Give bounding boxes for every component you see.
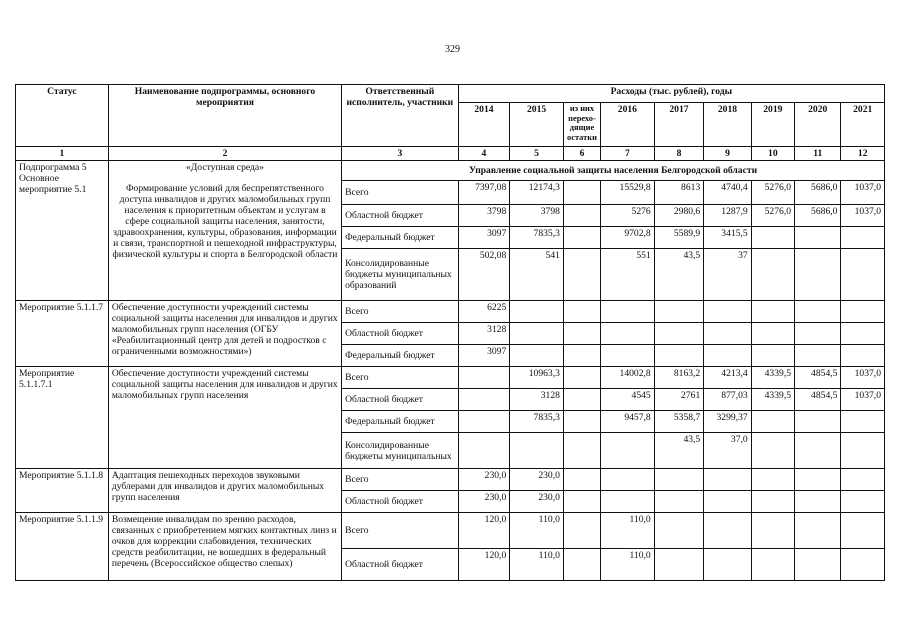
table-row	[16, 301, 885, 323]
value-cell: 551	[601, 249, 655, 301]
section-header-row	[16, 161, 885, 181]
header-year: 2014	[458, 103, 510, 147]
funding-source: Всего	[342, 513, 459, 549]
value-cell: 110,0	[510, 513, 564, 549]
column-number: 3	[342, 147, 459, 161]
value-cell: 1037,0	[841, 181, 885, 205]
value-cell	[751, 513, 794, 549]
value-cell	[510, 433, 564, 469]
value-cell	[563, 469, 600, 491]
value-cell	[563, 227, 600, 249]
funding-source: Федеральный бюджет	[342, 345, 459, 367]
value-cell: 120,0	[458, 513, 510, 549]
funding-source: Консолидированные бюджеты муниципальных	[342, 433, 459, 469]
value-cell: 4213,4	[704, 367, 751, 389]
value-cell	[751, 323, 794, 345]
value-cell	[458, 411, 510, 433]
value-cell: 230,0	[510, 491, 564, 513]
value-cell	[510, 323, 564, 345]
value-cell	[704, 323, 751, 345]
value-cell	[841, 469, 885, 491]
value-cell: 2761	[654, 389, 704, 411]
value-cell	[601, 301, 655, 323]
value-cell: 6225	[458, 301, 510, 323]
value-cell: 3299,37	[704, 411, 751, 433]
value-cell	[563, 367, 600, 389]
value-cell: 9457,8	[601, 411, 655, 433]
value-cell	[458, 433, 510, 469]
column-number: 10	[751, 147, 794, 161]
column-number: 4	[458, 147, 510, 161]
value-cell: 3415,5	[704, 227, 751, 249]
funding-source: Областной бюджет	[342, 549, 459, 581]
value-cell	[704, 491, 751, 513]
value-cell: 5686,0	[795, 205, 841, 227]
value-cell	[563, 301, 600, 323]
value-cell	[751, 249, 794, 301]
value-cell	[841, 227, 885, 249]
header-year: 2015	[510, 103, 564, 147]
department-name: Управление социальной защиты населения Белгородской области	[342, 161, 885, 181]
column-number: 8	[654, 147, 704, 161]
value-cell: 4339,5	[751, 367, 794, 389]
value-cell: 4854,5	[795, 367, 841, 389]
value-cell	[751, 469, 794, 491]
funding-source: Федеральный бюджет	[342, 227, 459, 249]
value-cell: 1037,0	[841, 205, 885, 227]
value-cell	[601, 469, 655, 491]
header-year: 2020	[795, 103, 841, 147]
value-cell: 10963,3	[510, 367, 564, 389]
funding-source: Консолидированные бюджеты муниципальных образований	[342, 249, 459, 301]
value-cell	[841, 433, 885, 469]
column-number: 11	[795, 147, 841, 161]
value-cell	[601, 433, 655, 469]
value-cell: 5276	[601, 205, 655, 227]
section-status: Мероприятие 5.1.1.7	[16, 301, 109, 367]
value-cell: 43,5	[654, 249, 704, 301]
value-cell	[795, 491, 841, 513]
value-cell	[841, 549, 885, 581]
value-cell	[458, 389, 510, 411]
header-year: 2021	[841, 103, 885, 147]
column-number: 6	[563, 147, 600, 161]
table-row	[16, 367, 885, 389]
value-cell: 230,0	[458, 491, 510, 513]
value-cell: 502,08	[458, 249, 510, 301]
funding-source: Областной бюджет	[342, 323, 459, 345]
header-year: 2017	[654, 103, 704, 147]
value-cell	[654, 345, 704, 367]
section-name	[108, 161, 341, 301]
value-cell	[795, 469, 841, 491]
value-cell	[795, 227, 841, 249]
funding-source: Областной бюджет	[342, 389, 459, 411]
value-cell	[563, 345, 600, 367]
value-cell	[751, 549, 794, 581]
value-cell	[654, 491, 704, 513]
value-cell: 3097	[458, 345, 510, 367]
value-cell: 230,0	[510, 469, 564, 491]
section-description: Возмещение инвалидам по зрению расходов, связанных с приобретением мягких контактных линз и очков для коррекции слабовидения, технических средств реабилитации, не вошедших в федеральный перечень (Всероссийское общество слепых)	[108, 513, 341, 581]
value-cell	[841, 513, 885, 549]
value-cell	[795, 345, 841, 367]
section-title: «Доступная среда»	[185, 162, 264, 173]
value-cell	[654, 513, 704, 549]
value-cell: 7835,3	[510, 227, 564, 249]
section-status: Подпрограмма 5 Основное мероприятие 5.1	[16, 161, 109, 301]
funding-source: Областной бюджет	[342, 491, 459, 513]
header-year: 2016	[601, 103, 655, 147]
value-cell	[751, 411, 794, 433]
value-cell	[795, 249, 841, 301]
value-cell: 3798	[510, 205, 564, 227]
value-cell	[795, 433, 841, 469]
value-cell: 230,0	[458, 469, 510, 491]
header-status: Статус	[16, 85, 109, 147]
value-cell: 3097	[458, 227, 510, 249]
value-cell	[563, 181, 600, 205]
value-cell	[563, 491, 600, 513]
section-status: Мероприятие 5.1.1.8	[16, 469, 109, 513]
header-name: Наименование подпрограммы, основного мероприятия	[108, 85, 341, 147]
value-cell: 5276,0	[751, 181, 794, 205]
section-description: Адаптация пешеходных переходов звуковыми дублерами для инвалидов и других маломобильных групп населения	[108, 469, 341, 513]
value-cell	[601, 491, 655, 513]
value-cell: 120,0	[458, 549, 510, 581]
value-cell	[841, 323, 885, 345]
value-cell	[751, 433, 794, 469]
value-cell	[654, 469, 704, 491]
budget-table	[15, 84, 885, 581]
header-responsible: Ответственный исполнитель, участники	[342, 85, 459, 147]
value-cell: 1037,0	[841, 367, 885, 389]
value-cell	[751, 301, 794, 323]
value-cell: 4545	[601, 389, 655, 411]
value-cell	[704, 301, 751, 323]
value-cell: 7835,3	[510, 411, 564, 433]
value-cell	[704, 513, 751, 549]
value-cell	[563, 249, 600, 301]
value-cell: 110,0	[510, 549, 564, 581]
value-cell: 110,0	[601, 549, 655, 581]
value-cell	[563, 433, 600, 469]
funding-source: Всего	[342, 469, 459, 491]
value-cell	[510, 345, 564, 367]
value-cell	[841, 345, 885, 367]
value-cell	[704, 549, 751, 581]
value-cell: 8613	[654, 181, 704, 205]
header-year: 2019	[751, 103, 794, 147]
value-cell	[795, 411, 841, 433]
value-cell: 3798	[458, 205, 510, 227]
value-cell: 5589,9	[654, 227, 704, 249]
value-cell	[563, 513, 600, 549]
value-cell: 37,0	[704, 433, 751, 469]
column-number: 9	[704, 147, 751, 161]
column-numbers-row	[16, 147, 885, 161]
value-cell: 110,0	[601, 513, 655, 549]
value-cell	[795, 549, 841, 581]
section-status: Мероприятие 5.1.1.7.1	[16, 367, 109, 469]
column-number: 12	[841, 147, 885, 161]
section-description: Обеспечение доступности учреждений системы социальной защиты населения для инвалидов и других маломобильных групп населения	[108, 367, 341, 469]
value-cell	[795, 301, 841, 323]
value-cell	[563, 549, 600, 581]
value-cell	[563, 411, 600, 433]
funding-source: Всего	[342, 181, 459, 205]
value-cell	[841, 491, 885, 513]
value-cell	[654, 323, 704, 345]
header-remainder: из них перехо-дящие остатки	[563, 103, 600, 147]
value-cell: 8163,2	[654, 367, 704, 389]
value-cell	[654, 549, 704, 581]
value-cell: 877,03	[704, 389, 751, 411]
value-cell	[795, 323, 841, 345]
value-cell	[601, 323, 655, 345]
column-number: 2	[108, 147, 341, 161]
value-cell	[654, 301, 704, 323]
value-cell	[751, 345, 794, 367]
value-cell: 5358,7	[654, 411, 704, 433]
section-description: Формирование условий для беспрепятственного доступа инвалидов и других маломобильных групп населения к приоритетным объектам и услугам в сфере социальной защиты населения, занятости, здравоохранения, культуры, образования, информации и связи, транспортной и пешеходной инфраструктуры, физической культуры и спорта в Белгородской области	[112, 183, 338, 260]
header-year: 2018	[704, 103, 751, 147]
section-status: Мероприятие 5.1.1.9	[16, 513, 109, 581]
value-cell	[841, 411, 885, 433]
value-cell: 3128	[458, 323, 510, 345]
value-cell	[563, 323, 600, 345]
value-cell	[704, 469, 751, 491]
value-cell	[841, 301, 885, 323]
value-cell	[601, 345, 655, 367]
value-cell: 1287,9	[704, 205, 751, 227]
column-number: 1	[16, 147, 109, 161]
value-cell	[751, 227, 794, 249]
value-cell: 12174,3	[510, 181, 564, 205]
value-cell	[458, 367, 510, 389]
page-number: 329	[445, 44, 460, 55]
section-description: Обеспечение доступности учреждений системы социальной защиты населения для инвалидов и других маломобильных групп населения (ОГБУ «Реабилитационный центр для детей и подростков с ограниченными возможностями»)	[108, 301, 341, 367]
funding-source: Всего	[342, 301, 459, 323]
column-number: 7	[601, 147, 655, 161]
value-cell	[563, 205, 600, 227]
value-cell: 1037,0	[841, 389, 885, 411]
value-cell	[510, 301, 564, 323]
value-cell: 37	[704, 249, 751, 301]
value-cell: 5686,0	[795, 181, 841, 205]
value-cell: 4740,4	[704, 181, 751, 205]
value-cell: 14002,8	[601, 367, 655, 389]
value-cell: 43,5	[654, 433, 704, 469]
value-cell: 9702,8	[601, 227, 655, 249]
value-cell	[841, 249, 885, 301]
value-cell: 541	[510, 249, 564, 301]
value-cell: 7397,08	[458, 181, 510, 205]
value-cell: 4854,5	[795, 389, 841, 411]
value-cell	[704, 345, 751, 367]
value-cell	[563, 389, 600, 411]
column-number: 5	[510, 147, 564, 161]
header-expenses: Расходы (тыс. рублей), годы	[458, 85, 884, 103]
value-cell	[751, 491, 794, 513]
table-row	[16, 513, 885, 549]
table-row	[16, 469, 885, 491]
value-cell	[795, 513, 841, 549]
value-cell: 15529,8	[601, 181, 655, 205]
value-cell: 3128	[510, 389, 564, 411]
value-cell: 2980,6	[654, 205, 704, 227]
funding-source: Федеральный бюджет	[342, 411, 459, 433]
value-cell: 5276,0	[751, 205, 794, 227]
funding-source: Всего	[342, 367, 459, 389]
value-cell: 4339,5	[751, 389, 794, 411]
funding-source: Областной бюджет	[342, 205, 459, 227]
